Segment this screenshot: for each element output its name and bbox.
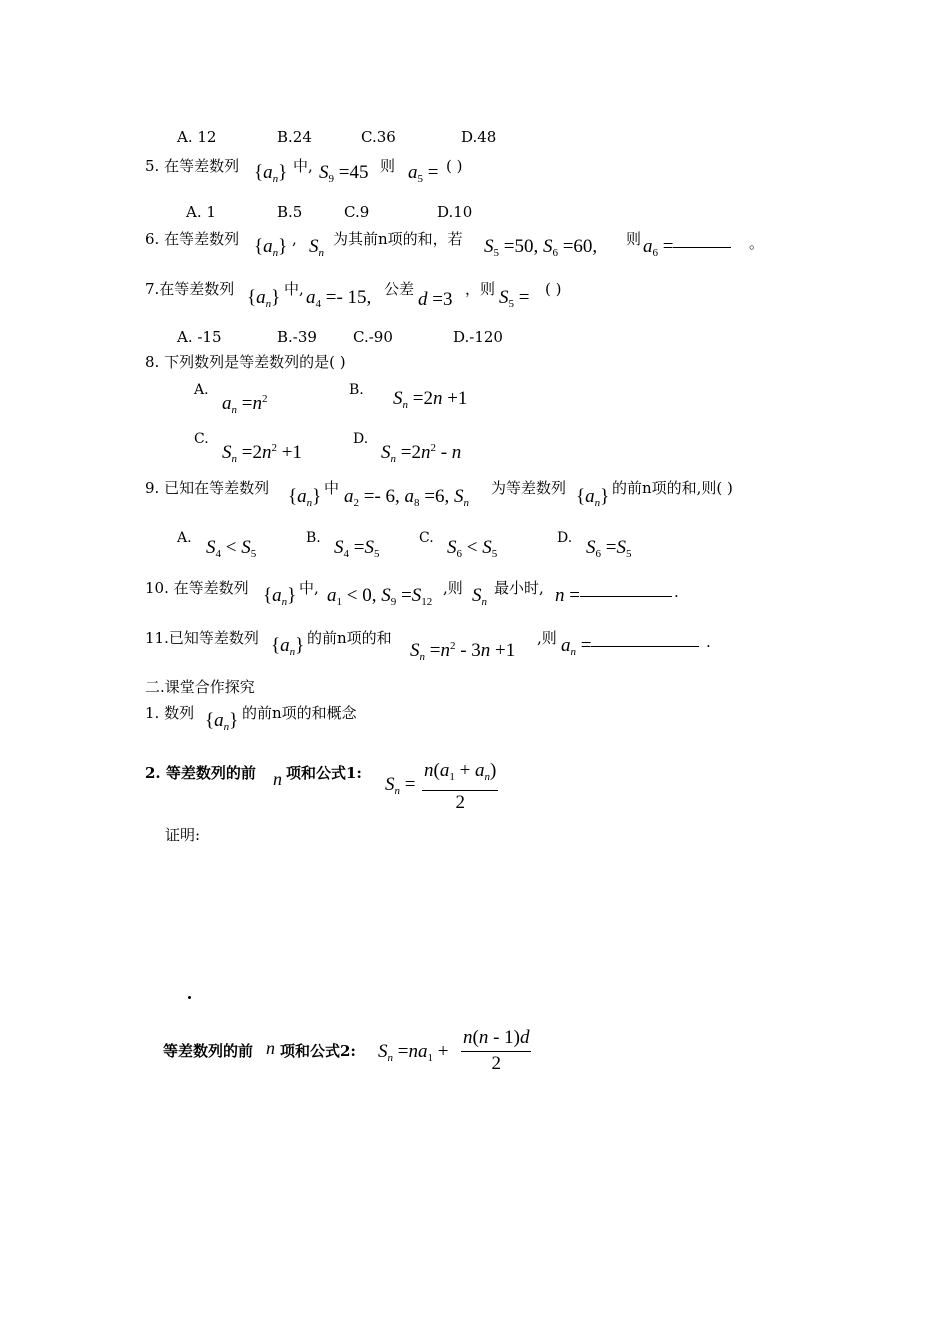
q8-math-a: $a_n =n^2$ [222, 393, 268, 416]
q9-opt-d: D. [557, 530, 573, 546]
q8-math-b: $S_n =2n +1$ [393, 388, 468, 411]
q8-opt-a: A. [194, 382, 209, 398]
q7-paren: ( ) [545, 280, 562, 298]
q7-label: 7.在等差数列 [145, 280, 235, 298]
q10-math-cond: $a_1 < 0$, $S_9 =S_{12}$ [327, 585, 433, 608]
formula1-numerator: $n(a_1 + a_n)$ [422, 760, 498, 791]
q5-option-a: A. 1 [186, 203, 216, 221]
q7-ze: ，则 [465, 280, 496, 298]
item1-math-an: $\{a_n\}$ [205, 710, 239, 733]
formula2-label: 等差数列的前 [163, 1042, 254, 1060]
q6-label: 6. 在等差数列 [145, 230, 240, 248]
q11-math-an-ans: $a_n$ = [561, 635, 699, 663]
formula2-denominator: 2 [491, 1053, 501, 1074]
formula2-fraction [461, 1027, 531, 1076]
q5-option-c: C.9 [344, 203, 370, 221]
q6-comma: , [292, 230, 297, 248]
q11-label: 11.已知等差数列 [145, 629, 259, 647]
q6-math-s5s6: $S_5 =50$, $S_6 =60$, [484, 236, 598, 259]
formula2-lhs: $S_n =na_1$ + [378, 1041, 449, 1064]
q10-label: 10. 在等差数列 [145, 579, 249, 597]
q6-math-an: $\{a_n\}$ [254, 236, 288, 259]
formula1-fraction [422, 760, 498, 815]
q7-gongcha: 公差 [384, 280, 415, 298]
q10-ze: ,则 [443, 579, 463, 597]
q9-opt-a: A. [177, 530, 192, 546]
formula1-denominator: 2 [455, 792, 465, 813]
q11-text: 的前n项的和 [307, 629, 392, 647]
q9-math-an-2: $\{a_n\}$ [576, 486, 610, 509]
q8-label: 8. 下列数列是等差数列的是( ) [145, 353, 346, 371]
q9-math-a2a8: $a_2 =- 6$, $a_8 =6$, $S_n$ [344, 486, 470, 509]
item2-text: 项和公式1: [286, 764, 362, 782]
q6-math-sn: $S_n$ [309, 236, 324, 259]
q5-option-d: D.10 [437, 203, 473, 221]
q7-zhong: 中, [284, 280, 304, 298]
q10-math-n: n = [555, 585, 672, 607]
q10-min: 最小时, [494, 579, 544, 597]
q4-option-c: C.36 [361, 128, 396, 146]
q6-end: 。 [749, 234, 765, 252]
formula1-lhs: $S_n$ = [385, 774, 416, 797]
q9-math-c: $S_6 < S_5$ [447, 537, 498, 560]
q7-math-s5: $S_5$ = [499, 287, 530, 310]
q7-math-d: d =3 [418, 289, 453, 310]
q11-end: . [706, 633, 711, 651]
q7-option-a: A. -15 [177, 328, 222, 346]
q4-option-b: B.24 [277, 128, 312, 146]
q11-math-an: $\{a_n\}$ [271, 635, 305, 658]
q8-opt-d: D. [353, 431, 369, 447]
q9-opt-b: B. [306, 530, 321, 546]
q11-ze: ,则 [537, 629, 557, 647]
q5-ze: 则 [380, 157, 396, 175]
q5-math-a5: $a_5$ = [408, 162, 439, 185]
q8-opt-b: B. [349, 382, 364, 398]
q9-wei: 为等差数列 [491, 479, 567, 497]
q9-label: 9. 已知在等差数列 [145, 479, 270, 497]
q10-zhong: 中, [299, 579, 319, 597]
formula2-numerator: n(n - 1)d [461, 1027, 531, 1052]
q7-option-b: B.-39 [277, 328, 317, 346]
q8-math-c: $S_n =2n^2 +1$ [222, 442, 302, 465]
q5-math-s9: $S_9 =45$ [319, 162, 369, 185]
q9-zhong: 中 [324, 479, 340, 497]
q10-end: . [674, 583, 679, 601]
item2-label: 2. 等差数列的前 [145, 764, 256, 782]
q7-option-c: C.-90 [353, 328, 393, 346]
q7-math-a4: $a_4 =- 15$, [306, 287, 372, 310]
q10-math-an: $\{a_n\}$ [263, 585, 297, 608]
q9-text: 的前n项的和,则( ) [612, 479, 733, 497]
q9-math-b: $S_4 =S_5$ [334, 537, 380, 560]
q5-math-an: $\{a_n\}$ [254, 162, 288, 185]
formula2-text: 项和公式2: [280, 1042, 356, 1060]
formula2-n: n [266, 1038, 275, 1058]
q9-opt-c: C. [419, 530, 434, 546]
item1-text: 的前n项的和概念 [242, 704, 357, 722]
q7-option-d: D.-120 [453, 328, 503, 346]
proof-label: 证明: [165, 826, 201, 844]
q6-math-a6: $a_6$ = [643, 236, 731, 264]
q4-option-d: D.48 [461, 128, 497, 146]
q6-text: 为其前n项的和，若 [333, 230, 463, 248]
q8-math-d: $S_n =2n^2 - n$ [381, 442, 462, 465]
q5-zhong: 中, [293, 157, 313, 175]
q9-math-d: $S_6 =S_5$ [586, 537, 632, 560]
q11-math-sn: $S_n =n^2 - 3n +1$ [410, 640, 516, 663]
item1-label: 1. 数列 [145, 704, 195, 722]
q6-ze: 则 [626, 230, 642, 248]
bullet-dot [188, 996, 191, 999]
item2-n: n [273, 769, 282, 789]
q5-label: 5. 在等差数列 [145, 157, 240, 175]
q9-math-an: $\{a_n\}$ [288, 486, 322, 509]
section-title: 二.课堂合作探究 [145, 678, 255, 696]
q5-option-b: B.5 [277, 203, 303, 221]
q10-math-sn: $S_n$ [472, 585, 487, 608]
q8-opt-c: C. [194, 431, 209, 447]
q9-math-a: $S_4 < S_5$ [206, 537, 257, 560]
q5-paren: ( ) [446, 157, 463, 175]
q7-math-an: $\{a_n\}$ [247, 287, 281, 310]
q4-option-a: A. 12 [177, 128, 217, 146]
